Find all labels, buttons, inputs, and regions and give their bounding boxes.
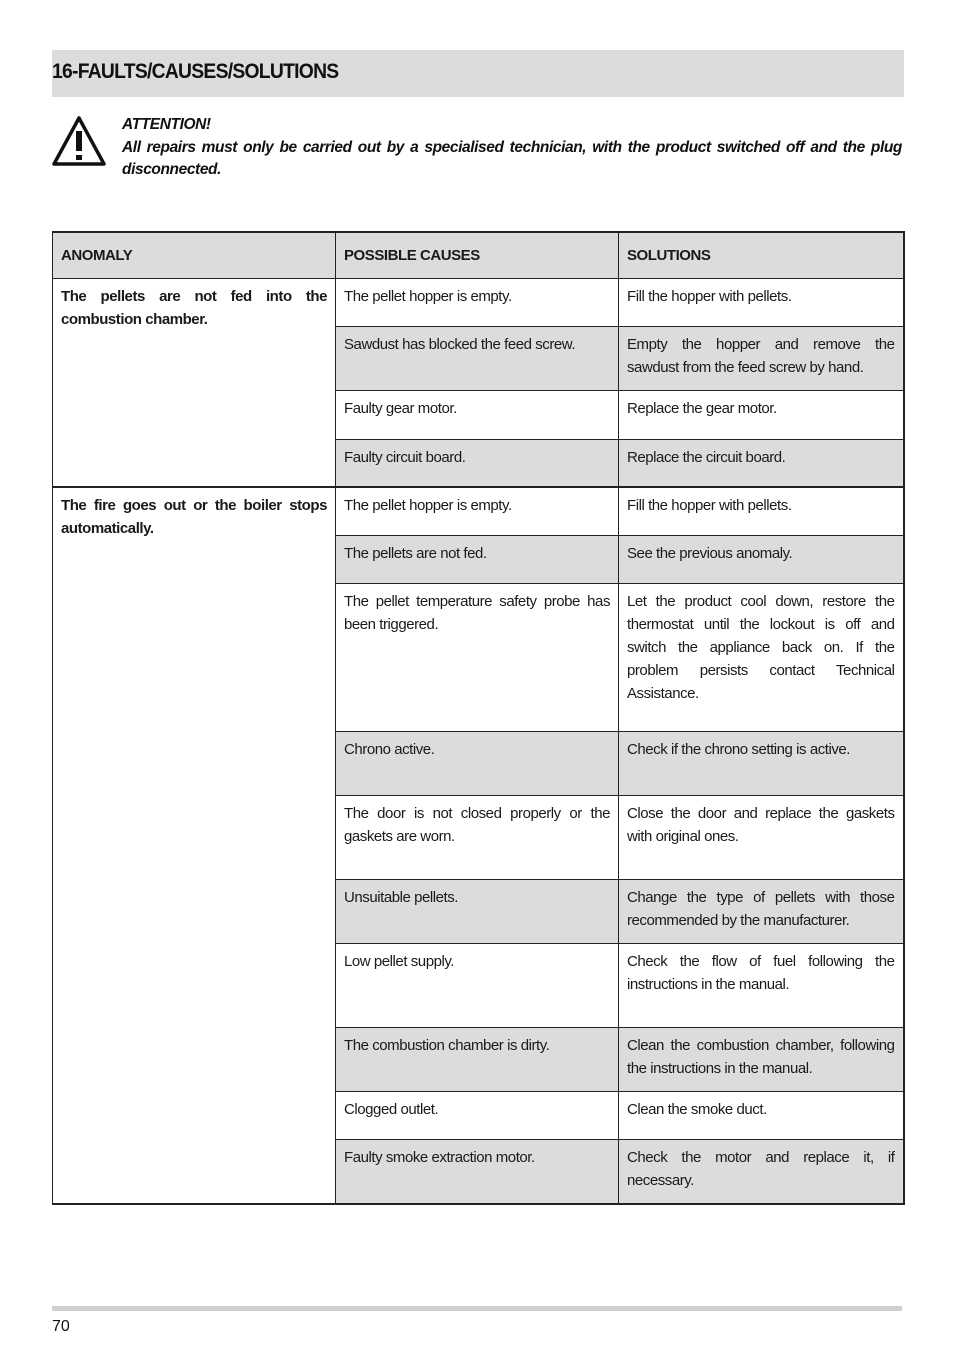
solution-cell: Check the flow of fuel following the instructions in the manual. (619, 943, 904, 1027)
cause-cell: Faulty gear motor. (336, 390, 619, 439)
solution-cell: Replace the gear motor. (619, 390, 904, 439)
solution-cell: Let the product cool down, restore the thermostat until the lockout is off and switch the appliance back on. If the problem persists contact Technical Assistance. (619, 583, 904, 731)
cause-cell: The pellet hopper is empty. (336, 278, 619, 326)
header-possible-causes: POSSIBLE CAUSES (336, 232, 619, 278)
cause-cell: Sawdust has blocked the feed screw. (336, 326, 619, 390)
solution-cell: Fill the hopper with pellets. (619, 487, 904, 535)
solution-cell: Clean the combustion chamber, following the instructions in the manual. (619, 1027, 904, 1091)
header-anomaly: ANOMALY (53, 232, 336, 278)
cause-cell: The pellet hopper is empty. (336, 487, 619, 535)
faults-table-body (53, 278, 904, 1204)
attention-heading: ATTENTION! (122, 116, 211, 133)
cause-cell: The pellet temperature safety probe has been triggered. (336, 583, 619, 731)
solution-cell: Empty the hopper and remove the sawdust from the feed screw by hand. (619, 326, 904, 390)
solution-cell: Check the motor and replace it, if necessary. (619, 1139, 904, 1204)
cause-cell: Clogged outlet. (336, 1091, 619, 1139)
section-title: 16-FAULTS/CAUSES/SOLUTIONS (52, 60, 339, 83)
solution-cell: Check if the chrono setting is active. (619, 731, 904, 795)
cause-cell: Faulty circuit board. (336, 439, 619, 487)
solution-cell: Change the type of pellets with those recommended by the manufacturer. (619, 879, 904, 943)
header-solutions: SOLUTIONS (619, 232, 904, 278)
table-header-row (53, 232, 904, 278)
anomaly-cell: The pellets are not fed into the combustion chamber. (53, 278, 336, 487)
solution-cell: See the previous anomaly. (619, 535, 904, 583)
footer-rule (52, 1306, 902, 1311)
warning-triangle-icon (52, 115, 106, 167)
cause-cell: Chrono active. (336, 731, 619, 795)
cause-cell: The combustion chamber is dirty. (336, 1027, 619, 1091)
cause-cell: The pellets are not fed. (336, 535, 619, 583)
cause-cell: The door is not closed properly or the gaskets are worn. (336, 795, 619, 879)
attention-notice (122, 114, 902, 182)
cause-cell: Low pellet supply. (336, 943, 619, 1027)
table-row (53, 278, 904, 326)
section-header (52, 50, 904, 97)
cause-cell: Faulty smoke extraction motor. (336, 1139, 619, 1204)
table-row (53, 487, 904, 535)
cause-cell: Unsuitable pellets. (336, 879, 619, 943)
solution-cell: Close the door and replace the gaskets with original ones. (619, 795, 904, 879)
solution-cell: Fill the hopper with pellets. (619, 278, 904, 326)
attention-message: All repairs must only be carried out by a specialised technician, with the product switched off and the plug disconnected. (122, 138, 902, 178)
faults-table (52, 231, 905, 1205)
solution-cell: Clean the smoke duct. (619, 1091, 904, 1139)
solution-cell: Replace the circuit board. (619, 439, 904, 487)
page-number: 70 (52, 1318, 70, 1335)
anomaly-cell: The fire goes out or the boiler stops automatically. (53, 487, 336, 1204)
